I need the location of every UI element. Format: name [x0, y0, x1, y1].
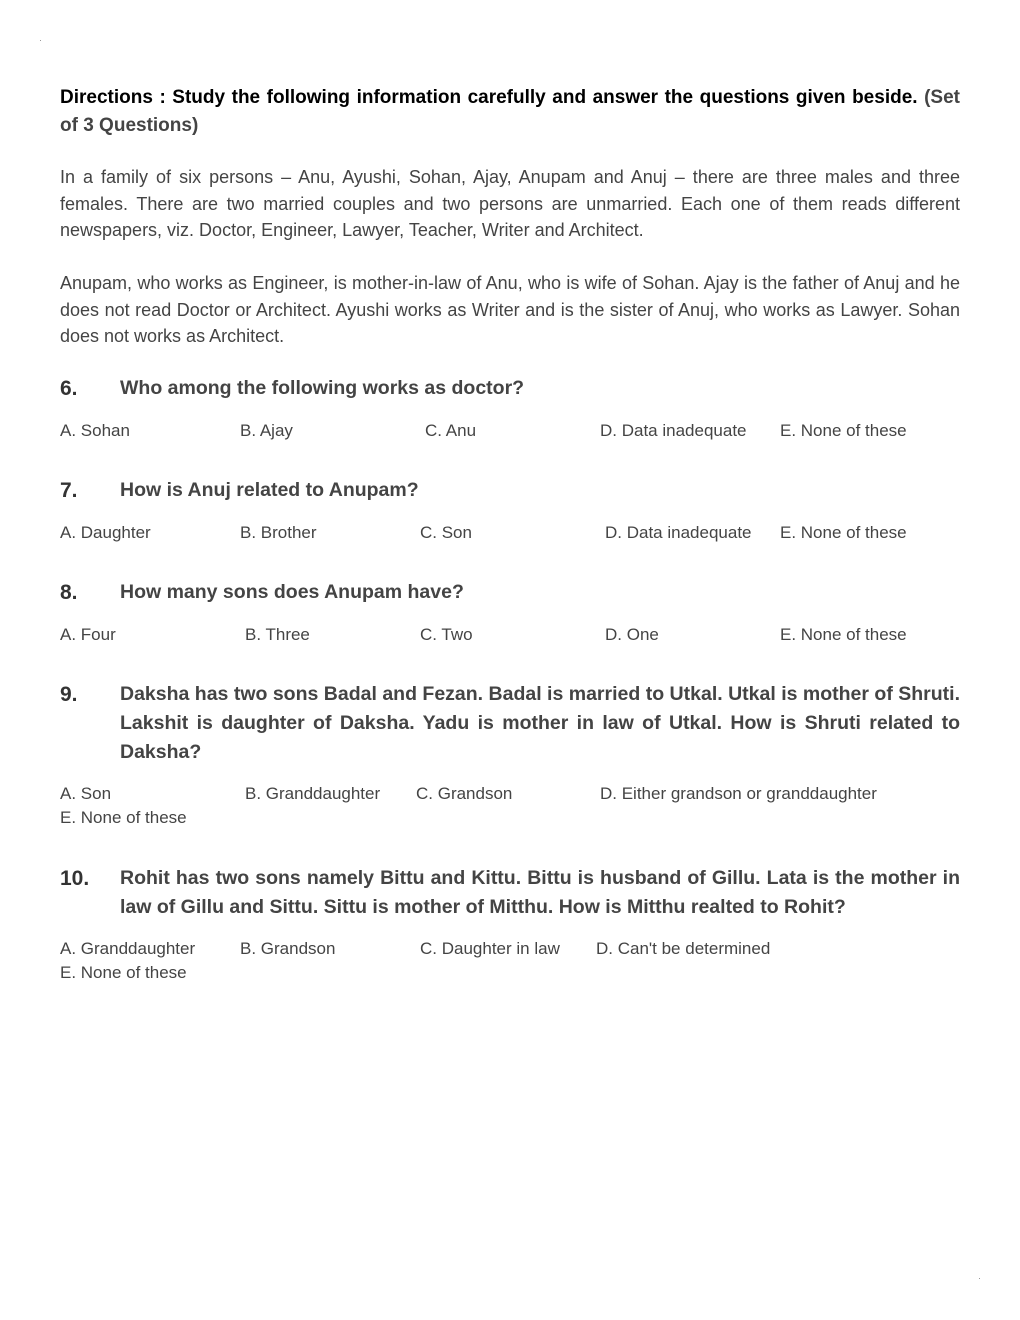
option-a: A. Granddaughter: [60, 939, 196, 958]
question-text: Rohit has two sons namely Bittu and Kittu. Bittu is husband of Gillu. Lata is the mother in law of Gillu and Sittu. Sittu is mother of Mitthu. How is Mitthu realted to Rohit?: [120, 867, 960, 918]
option-a: A. Sohan: [60, 421, 130, 440]
option-a: A. Four: [60, 625, 116, 644]
option-d: D. Either grandson or granddaughter: [600, 784, 877, 803]
option-d: D. Data inadequate: [600, 421, 747, 440]
option-d: D. One: [605, 625, 659, 644]
option-e: E. None of these: [780, 421, 907, 440]
option-a: A. Daughter: [60, 523, 151, 542]
question-text: Who among the following works as doctor?: [120, 377, 525, 399]
option-a: A. Son: [60, 784, 112, 803]
question-text: How is Anuj related to Anupam?: [120, 479, 419, 501]
directions-heading: [60, 84, 960, 140]
option-b: B. Granddaughter: [245, 784, 381, 803]
option-c: C. Son: [420, 523, 472, 542]
question-text: How many sons does Anupam have?: [120, 581, 464, 603]
directions-text: Directions : Study the following information carefully and answer the questions given beside.: [60, 87, 918, 108]
option-c: C. Grandson: [416, 784, 513, 803]
option-b: B. Brother: [240, 523, 317, 542]
option-b: B. Grandson: [240, 939, 336, 958]
option-e: E. None of these: [60, 808, 187, 827]
question-number: 7.: [60, 479, 78, 502]
option-d: D. Data inadequate: [605, 523, 752, 542]
corner-mark: [979, 1278, 980, 1279]
option-e: E. None of these: [780, 625, 907, 644]
option-d: D. Can't be determined: [596, 939, 771, 958]
option-c: C. Two: [420, 625, 473, 644]
option-c: C. Anu: [425, 421, 477, 440]
question-number: 10.: [60, 867, 90, 890]
option-e: E. None of these: [780, 523, 907, 542]
question-text: Daksha has two sons Badal and Fezan. Badal is married to Utkal. Utkal is mother of Shruti. Lakshit is daughter of Daksha. Yadu is mother in law of Utkal. How is Shruti related to Daksha?: [120, 683, 960, 763]
corner-mark: [40, 40, 41, 41]
option-b: B. Ajay: [240, 421, 293, 440]
option-e: E. None of these: [60, 963, 187, 982]
option-c: C. Daughter in law: [420, 939, 560, 958]
option-b: B. Three: [245, 625, 310, 644]
info-paragraph-2: Anupam, who works as Engineer, is mother-in-law of Anu, who is wife of Sohan. Ajay is the father of Anuj and he does not read Doctor or Architect. Ayushi works as Writer and is the sister of Anuj, who works as Lawyer. Sohan does not works as Architect.: [60, 273, 960, 346]
question-number: 6.: [60, 377, 78, 400]
question-number: 8.: [60, 581, 78, 604]
info-paragraph-1: In a family of six persons – Anu, Ayushi, Sohan, Ajay, Anupam and Anuj – there are three males and three females. There are two married couples and two persons are unmarried. Each one of them reads different newspapers, viz. Doctor, Engineer, Lawyer, Teacher, Writer and Architect.: [60, 167, 960, 240]
set-note: (Set of 3 Questions): [60, 87, 960, 136]
question-number: 9.: [60, 683, 78, 706]
